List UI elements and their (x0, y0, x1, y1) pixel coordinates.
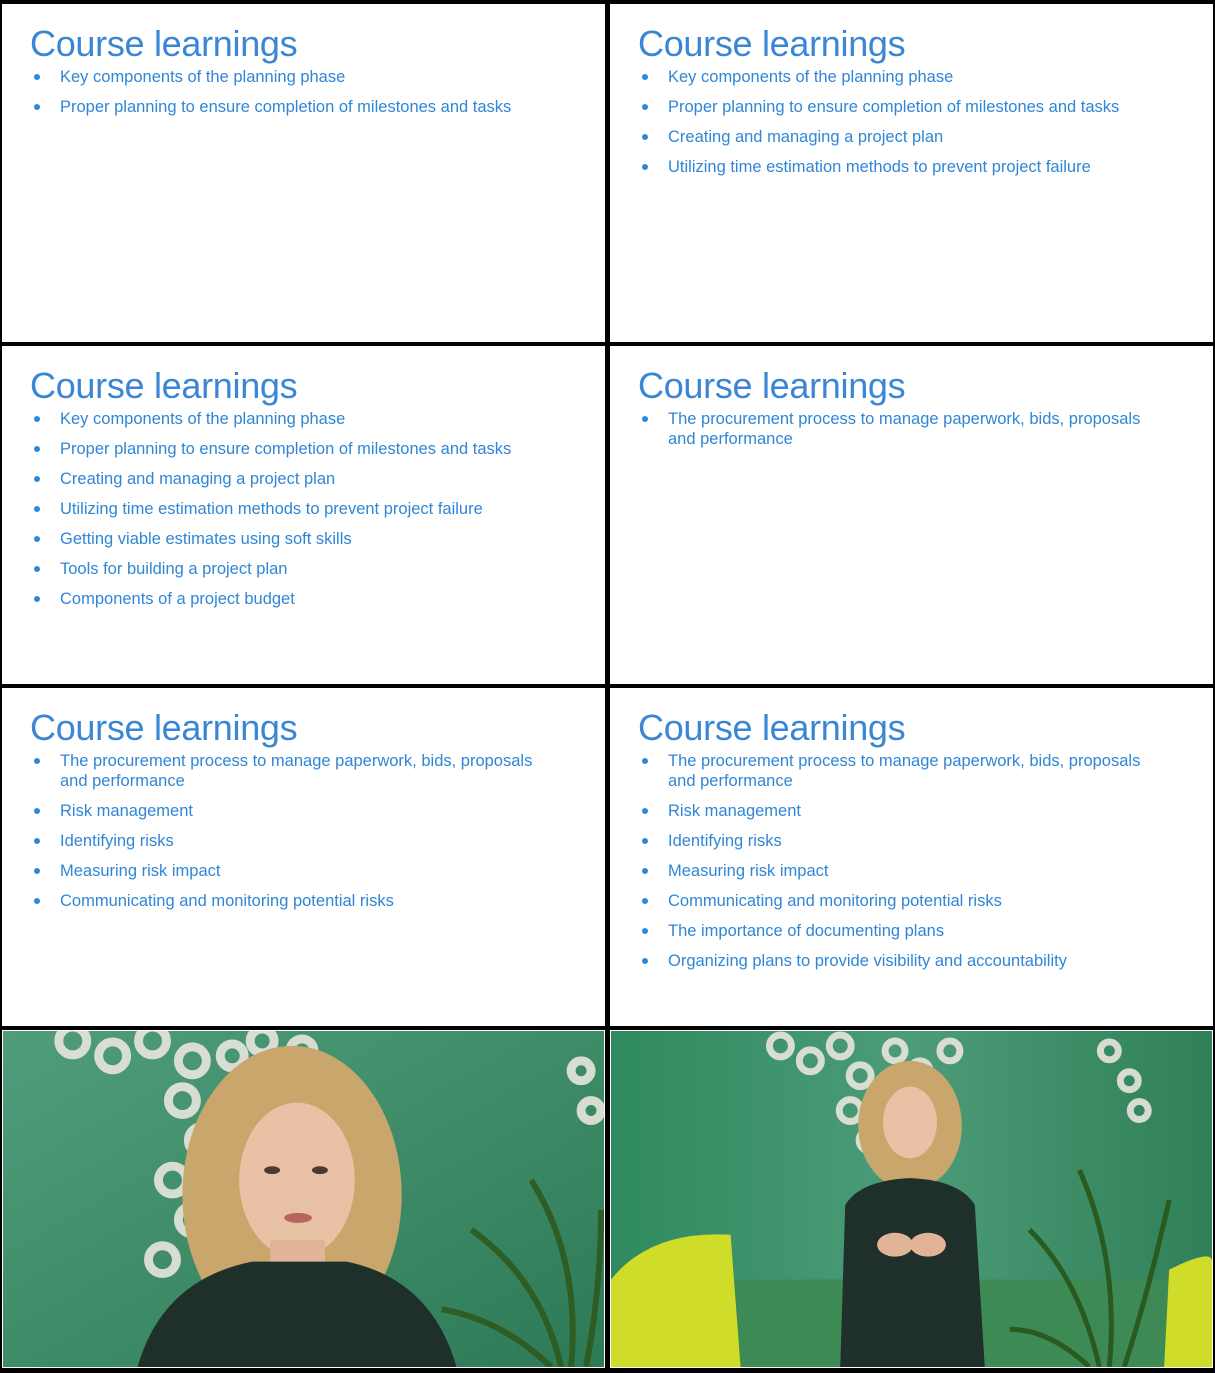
video-frame-wide (610, 1030, 1213, 1368)
slide-frame-4 (610, 346, 1213, 684)
bullet-list (638, 67, 1172, 187)
slide-frame-1 (2, 4, 605, 342)
slide-title: Course learnings (638, 707, 906, 748)
slide-title: Course learnings (30, 365, 298, 406)
list-item: Identifying risks (638, 831, 1172, 851)
video-frame-closeup (2, 1030, 605, 1368)
list-item: Creating and managing a project plan (30, 469, 564, 489)
list-item: Measuring risk impact (638, 861, 1172, 881)
slide-frame-3 (2, 346, 605, 684)
slide-frame-6 (610, 688, 1213, 1026)
bullet-list (30, 67, 564, 127)
presenter-closeup-image (3, 1031, 604, 1367)
list-item: Utilizing time estimation methods to prevent project failure (30, 499, 564, 519)
slide-frame-5 (2, 688, 605, 1026)
list-item: Proper planning to ensure completion of milestones and tasks (30, 97, 564, 117)
list-item: The importance of documenting plans (638, 921, 1172, 941)
list-item: Organizing plans to provide visibility and accountability (638, 951, 1172, 971)
slide-title: Course learnings (638, 365, 906, 406)
list-item: Measuring risk impact (30, 861, 564, 881)
list-item: Creating and managing a project plan (638, 127, 1172, 147)
list-item: Key components of the planning phase (30, 409, 564, 429)
list-item: Risk management (30, 801, 564, 821)
list-item: Components of a project budget (30, 589, 564, 609)
slide-title: Course learnings (638, 23, 906, 64)
list-item: Key components of the planning phase (30, 67, 564, 87)
slide-title: Course learnings (30, 707, 298, 748)
list-item: The procurement process to manage paperwork, bids, proposals and performance (638, 409, 1172, 449)
bullet-list (638, 751, 1172, 981)
list-item: Getting viable estimates using soft skills (30, 529, 564, 549)
list-item: The procurement process to manage paperwork, bids, proposals and performance (638, 751, 1172, 791)
list-item: Communicating and monitoring potential risks (30, 891, 564, 911)
slide-title: Course learnings (30, 23, 298, 64)
list-item: Identifying risks (30, 831, 564, 851)
bullet-list (30, 409, 564, 619)
list-item: Communicating and monitoring potential risks (638, 891, 1172, 911)
list-item: Key components of the planning phase (638, 67, 1172, 87)
list-item: Proper planning to ensure completion of milestones and tasks (638, 97, 1172, 117)
bullet-list (30, 751, 564, 921)
bullet-list (638, 409, 1172, 459)
list-item: Tools for building a project plan (30, 559, 564, 579)
list-item: Proper planning to ensure completion of milestones and tasks (30, 439, 564, 459)
slide-frame-2 (610, 4, 1213, 342)
list-item: Risk management (638, 801, 1172, 821)
list-item: The procurement process to manage paperwork, bids, proposals and performance (30, 751, 564, 791)
list-item: Utilizing time estimation methods to prevent project failure (638, 157, 1172, 177)
presenter-wide-image (611, 1031, 1212, 1367)
